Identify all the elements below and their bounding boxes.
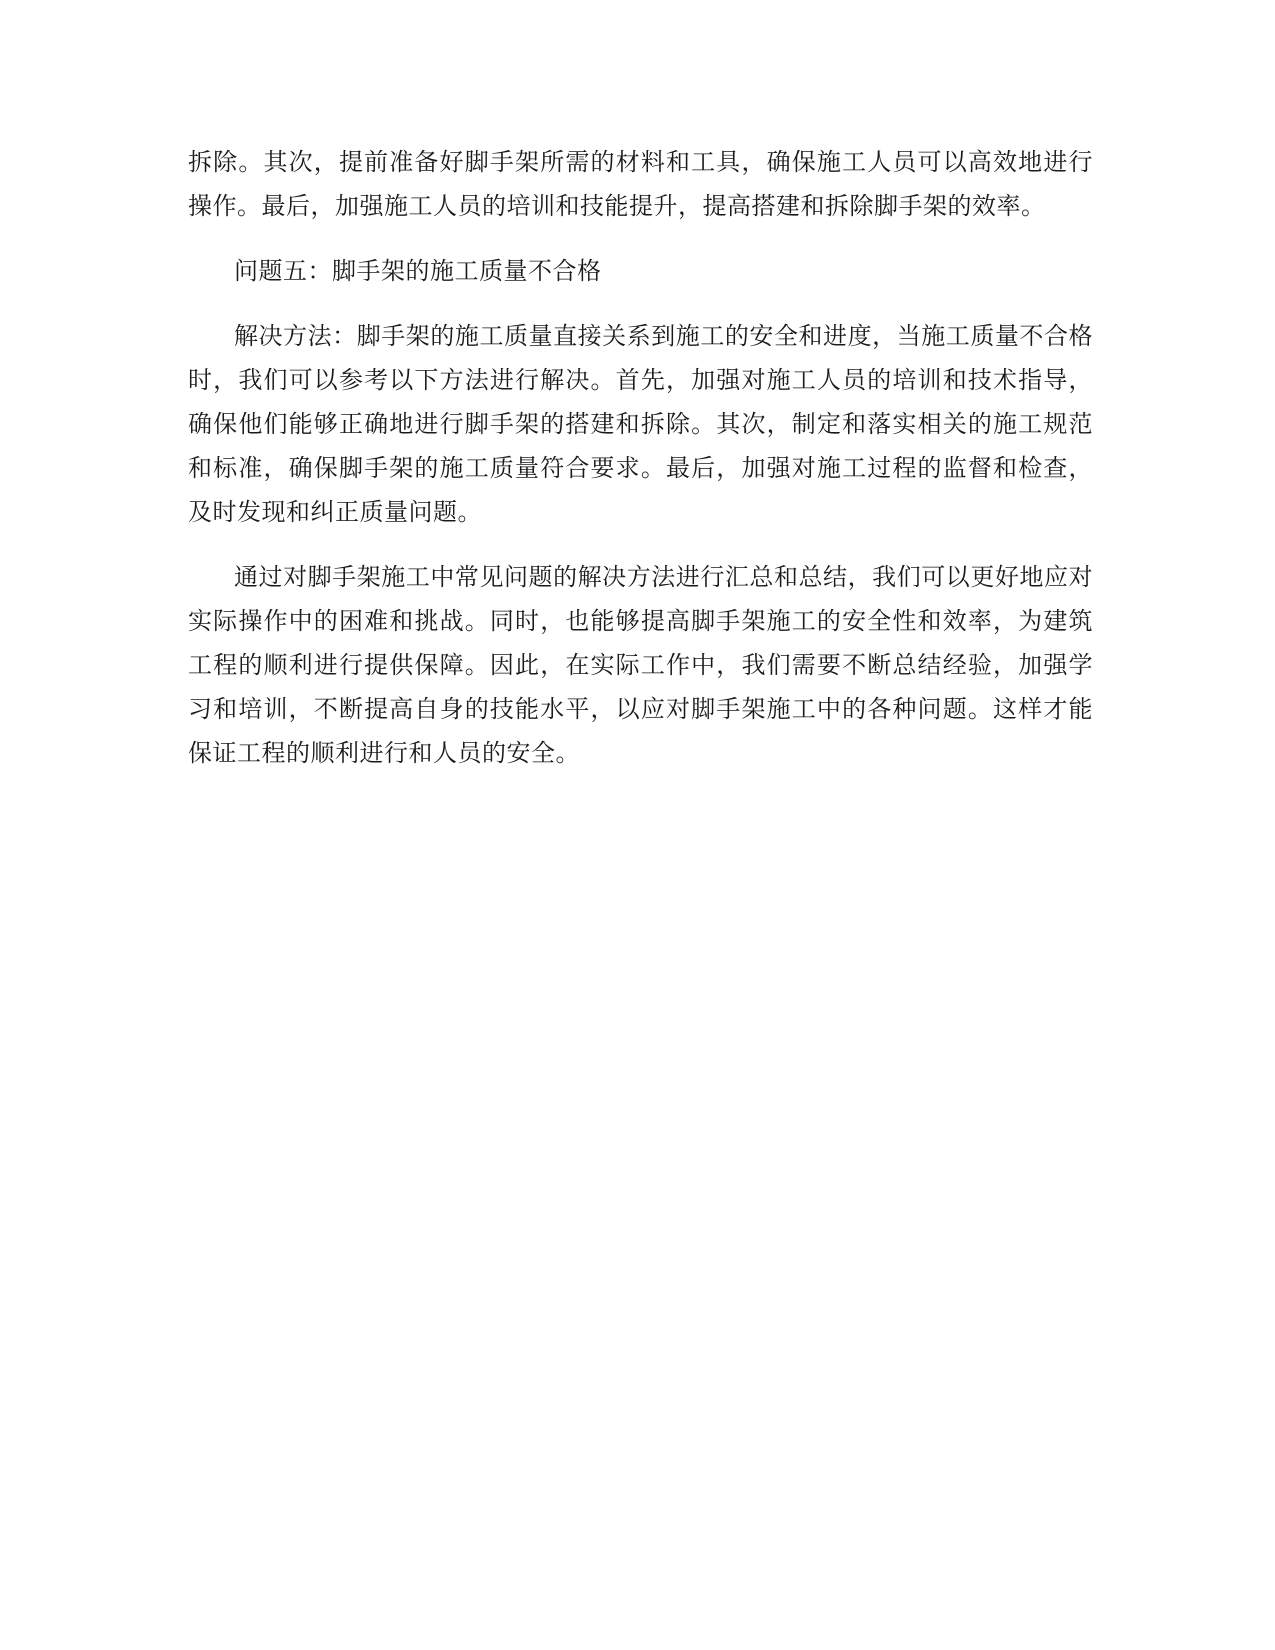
document-body [188, 140, 1093, 796]
paragraph-continued: 拆除。其次，提前准备好脚手架所需的材料和工具，确保施工人员可以高效地进行操作。最后，加强施工人员的培训和技能提升，提高搭建和拆除脚手架的效率。 [188, 148, 1093, 220]
paragraph-conclusion: 通过对脚手架施工中常见问题的解决方法进行汇总和总结，我们可以更好地应对实际操作中的困难和挑战。同时，也能够提高脚手架施工的安全性和效率，为建筑工程的顺利进行提供保障。因此，在实际工作中，我们需要不断总结经验，加强学习和培训，不断提高自身的技能水平，以应对脚手架施工中的各种问题。这样才能保证工程的顺利进行和人员的安全。 [188, 563, 1093, 767]
paragraph-solution-5: 解决方法：脚手架的施工质量直接关系到施工的安全和进度，当施工质量不合格时，我们可以参考以下方法进行解决。首先，加强对施工人员的培训和技术指导，确保他们能够正确地进行脚手架的搭建和拆除。其次，制定和落实相关的施工规范和标准，确保脚手架的施工质量符合要求。最后，加强对施工过程的监督和检查，及时发现和纠正质量问题。 [188, 322, 1093, 526]
section-heading-problem-5: 问题五：脚手架的施工质量不合格 [234, 257, 602, 285]
